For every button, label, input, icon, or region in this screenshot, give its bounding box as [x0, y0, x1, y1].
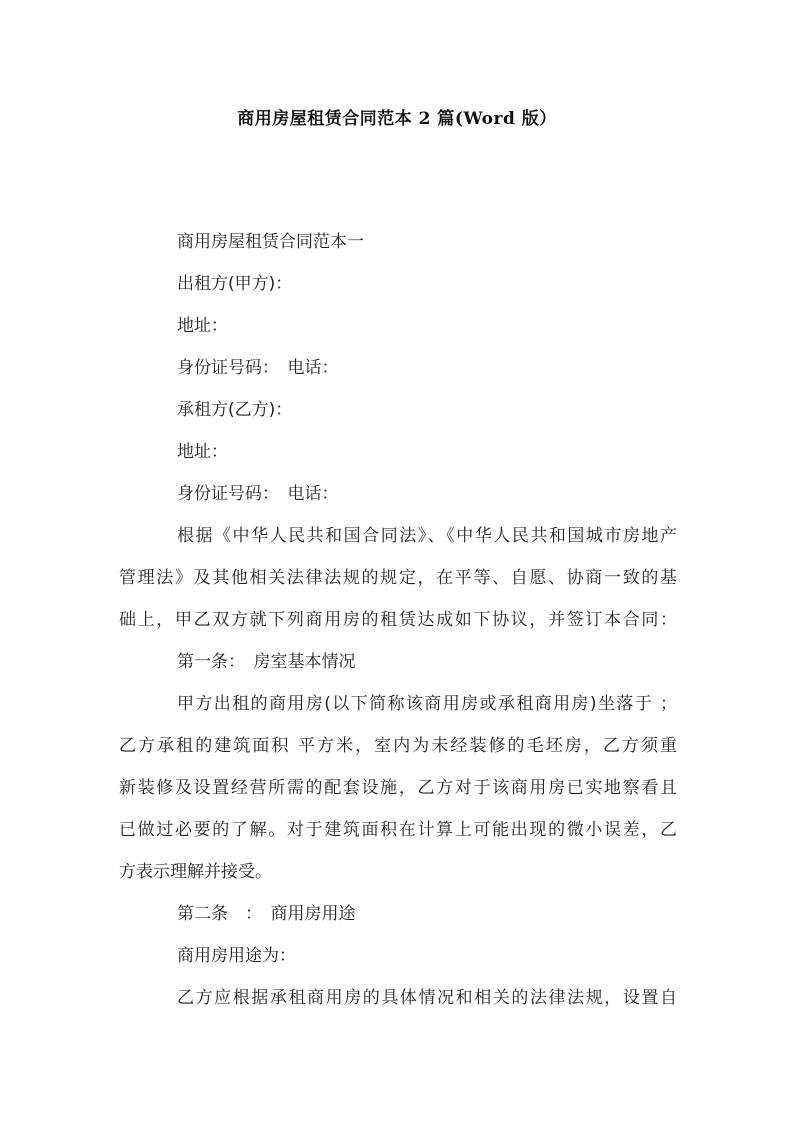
article-one-heading: 第一条： 房室基本情况 — [177, 652, 356, 672]
preamble-line-2: 管理法》及其他相关法律法规的规定，在平等、自愿、协商一致的基 — [119, 568, 677, 588]
lessor-label: 出租方(甲方)： — [177, 274, 293, 294]
preamble-line-3: 础上，甲乙双方就下列商用房的租赁达成如下协议，并签订本合同： — [119, 610, 677, 630]
preamble-line-1: 根据《中华人民共和国合同法》、《中华人民共和国城市房地产 — [177, 526, 677, 546]
document-title: 商用房屋租赁合同范本 2 篇(Word 版） — [237, 109, 557, 129]
article-one-line-4: 已做过必要的了解。对于建筑面积在计算上可能出现的微小误差，乙 — [119, 820, 677, 840]
article-one-line-1: 甲方出租的商用房(以下简称该商用房或承租商用房)坐落于 ； — [177, 694, 677, 714]
section-heading-contract-one: 商用房屋租赁合同范本一 — [177, 232, 364, 252]
article-one-line-3: 新装修及设置经营所需的配套设施，乙方对于该商用房已实地察看且 — [119, 778, 677, 798]
lessee-id-phone-label: 身份证号码： 电话： — [177, 484, 339, 504]
lessee-address-label: 地址： — [177, 442, 228, 462]
lessee-label: 承租方(乙方)： — [177, 400, 293, 420]
article-one-line-5: 方表示理解并接受。 — [119, 862, 272, 882]
article-two-line-1: 乙方应根据承租商用房的具体情况和相关的法律法规，设置自 — [177, 988, 677, 1008]
lessor-address-label: 地址： — [177, 316, 228, 336]
usage-label: 商用房用途为： — [177, 946, 296, 966]
article-two-heading: 第二条 ： 商用房用途 — [177, 904, 356, 924]
lessor-id-phone-label: 身份证号码： 电话： — [177, 358, 339, 378]
article-one-line-2: 乙方承租的建筑面积 平方米，室内为未经装修的毛坯房，乙方须重 — [119, 736, 677, 756]
